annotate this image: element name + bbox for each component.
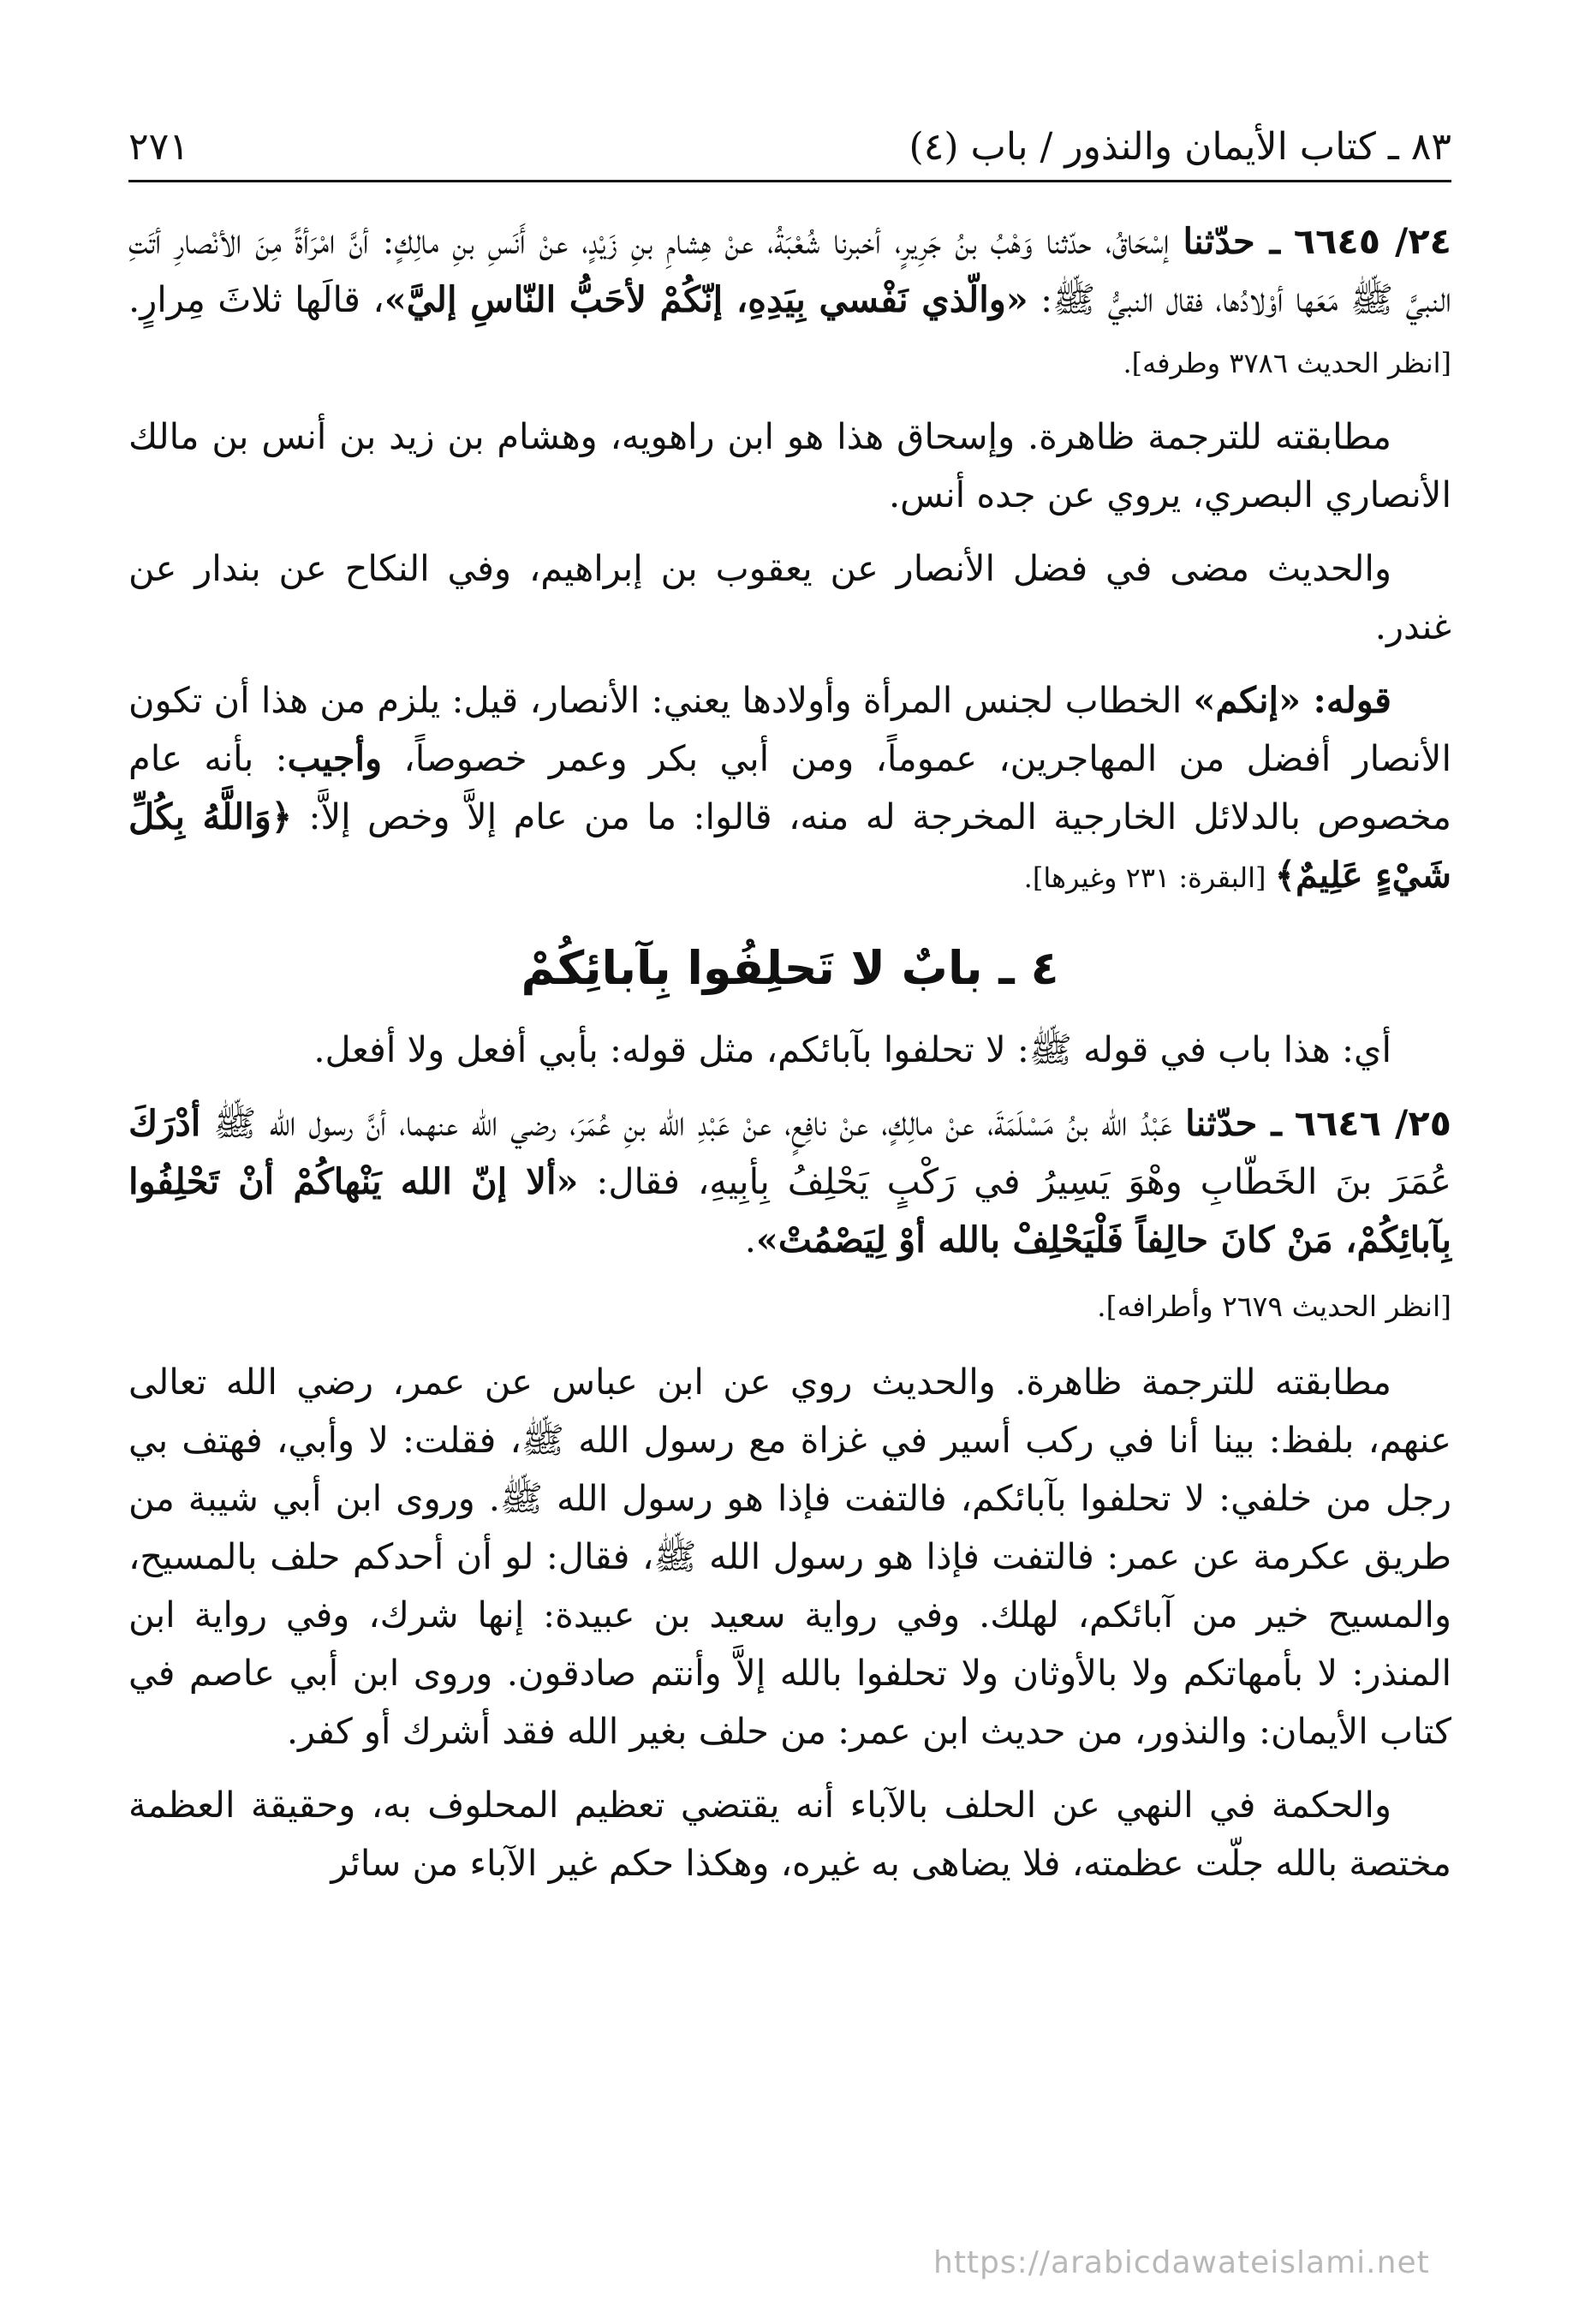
commentary-paragraph [128, 671, 1451, 907]
hadith-number: ٢٤/ ٦٦٤٥ [1293, 220, 1452, 262]
watermark: https://arabicdawateislami.net [933, 2245, 1430, 2280]
commentary-paragraph: مطابقته للترجمة ظاهرة. والحديث روي عن ابن عباس عن عمر، رضي الله تعالى عنهم، بلفظ: بينا أنا في ركب أسير في غزاة مع رسول الله ﷺ، فقلت: لا وأبي، فهتف بي رجل من خلفي: لا تحلفوا بآبائكم، فالتفت فإذا هو رسول الله ﷺ. وروى ابن أبي شيبة من طريق عكرمة عن عمر: فالتفت فإذا هو رسول الله ﷺ، فقال: لو أن أحدكم حلف بالمسيح، والمسيح خير من آبائكم، لهلك. وفي رواية سعيد بن عبيدة: إنها شرك، وفي رواية ابن المنذر: لا بأمهاتكم ولا بالأوثان ولا تحلفوا بالله إلاَّ وأنتم صادقون. وروى ابن أبي عاصم في كتاب الأيمان: والنذور، من حديث ابن عمر: من حلف بغير الله فقد أشرك أو كفر. [128, 1361, 1451, 1752]
quran-reference: [البقرة: ٢٣١ وغيرها]. [1023, 861, 1275, 894]
hadith-lead: ـ حدّثنا [1185, 1102, 1282, 1144]
body-text [128, 212, 1451, 1908]
running-title: ٨٣ ـ كتاب الأيمان والنذور / باب (٤) [909, 125, 1451, 169]
commentary-paragraph: والحكمة في النهي عن الحلف بالآباء أنه يقتضي تعظيم المحلوف به، وحقيقة العظمة مختصة بالله جلّت عظمته، فلا يضاهى به غيره، وهكذا حكم غير الآباء من سائر [128, 1784, 1451, 1884]
hadith-6645 [128, 212, 1451, 392]
quran-quote: ﴿وَاللَّهُ بِكُلِّ شَيْءٍ عَلِيمٌ﴾ [128, 796, 1451, 896]
commentary-text: : بأنه عام مخصوص بالدلائل الخارجية المخرجة له منه، قالوا: ما من عام إلاَّ وخص إلاَّ: [128, 737, 1451, 837]
hadith-text-end: ، قالَها ثلاثَ مِرارٍ. [128, 278, 384, 320]
hadith-reference: [انظر الحديث ٣٧٨٦ وطرفه]. [1123, 347, 1451, 379]
hadith-reference: [انظر الحديث ٢٦٧٩ وأطرافه]. [1097, 1290, 1451, 1323]
chapter-title: ٤ ـ بابٌ لا تَحلِفُوا بِآبائِكُمْ [521, 941, 1059, 995]
hadith-text: عَبْدُ الله بنُ مَسْلَمَةَ، عنْ مالِكٍ، عنْ نافِعٍ، عنْ عَبْدِ الله بنِ عُمَرَ، رضي الله عنهما، أنَّ رسول الله ﷺ [200, 1102, 1186, 1144]
page-number: ٢٧١ [128, 125, 189, 169]
chapter-intro: أي: هذا باب في قوله ﷺ: لا تحلفوا بآبائكم، مثل قوله: بأبي أفعل ولا أفعل. [313, 1028, 1391, 1070]
commentary-lead: وأجيب [287, 737, 383, 779]
hadith-text: عُمَرَ بنَ الخَطّابِ وهْوَ يَسِيرُ في رَكْبٍ يَحْلِفُ بِأبِيهِ، فقال: [578, 1160, 1451, 1202]
page [128, 120, 1451, 2295]
commentary-paragraph: والحديث مضى في فضل الأنصار عن يعقوب بن إبراهيم، وفي النكاح عن بندار عن غندر. [128, 547, 1451, 647]
commentary-text: الخطاب لجنس المرأة وأولادها يعني: الأنصار، قيل: يلزم من هذا أن تكون الأنصار أفضل من المهاجرين، عموماً، ومن أبي بكر وعمر خصوصاً، [128, 679, 1451, 779]
commentary-paragraph: مطابقته للترجمة ظاهرة. وإسحاق هذا هو ابن راهويه، وهشام بن زيد بن أنس بن مالك الأنصاري البصري، يروي عن جده أنس. [128, 415, 1451, 515]
hadith-bold-word: أدْرَكَ [128, 1102, 201, 1144]
hadith-text: إسْحَاقُ، حدّثنا وَهْبُ بنُ جَرِيرٍ، أخبرنا شُعْبَةُ، عنْ هِشامِ بنِ زَيْدٍ، عنْ أَنَسِ بنِ مالِكٍ: أنَّ امْرَأةً مِنَ الأنْصارِ أتَتِ النبيَّ ﷺ مَعَها أوْلادُها، فقال النبيُّ ﷺ: [128, 220, 1451, 320]
commentary-lead: قوله: «إنكم» [1193, 679, 1392, 721]
hadith-number: ٢٥/ ٦٦٤٦ [1294, 1102, 1452, 1144]
running-header [128, 120, 1451, 182]
hadith-6646 [128, 1094, 1451, 1269]
hadith-quote: «والّذي نَفْسي بِيَدِهِ، إنّكُمْ لأحَبُّ النّاسِ إليَّ» [384, 278, 1028, 320]
hadith-lead: ـ حدّثنا [1183, 220, 1280, 262]
hadith-quote: «ألا إنّ الله يَنْهاكُمْ أنْ تَحْلِفُوا بِآبائِكُمْ، مَنْ كانَ حالِفاً فَلْيَحْلِفْ بالله أوْ لِيَصْمُتْ» [128, 1160, 1451, 1260]
hadith-text-end: . [744, 1219, 756, 1260]
